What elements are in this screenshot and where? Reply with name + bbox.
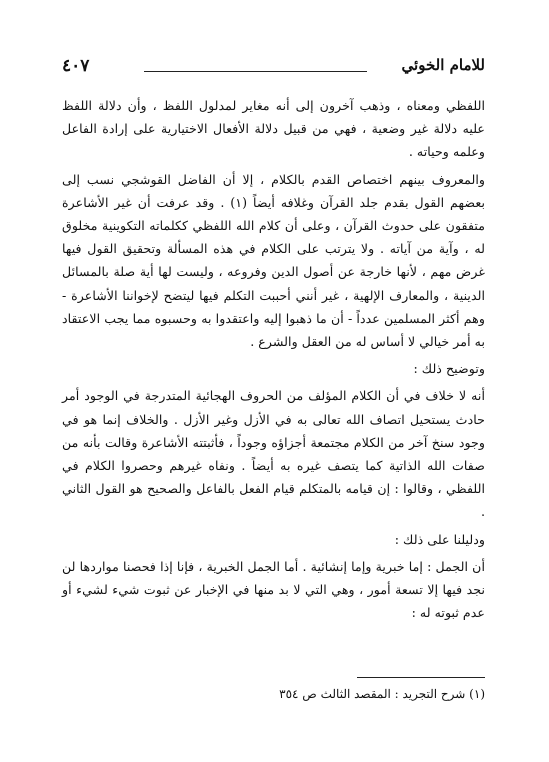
paragraph-1: اللفظي ومعناه ، وذهب آخرون إلى أنه مغاير لمدلول اللفظ ، وأن دلالة اللفظ عليه دلالة غير وضعية ، فهي من قبيل دلالة الأفعال الاختيارية على إرادة الفاعل وعلمه وحياته . [62, 98, 485, 160]
footnote-rule [357, 677, 485, 678]
body-text [62, 94, 485, 628]
paragraph-3: وتوضيح ذلك : [413, 361, 485, 377]
paragraph-2: والمعروف بينهم اختصاص القدم بالكلام ، إلا أن الفاضل القوشجي نسب إلى بعضهم القول بقدم جلد القرآن وغلافه أيضاً (١) . وقد عرفت أن غير الأشاعرة متفقون على حدوث القرآن ، وعلى أن كلام الله اللفظي ككلماته التكوينية مخلوق له ، وآية من آياته . ولا يترتب على الكلام في هذه المسألة وتحقيق القول فيها غرض مهم ، لأنها خارجة عن أصول الدين وفروعه ، وليست لها أية صلة بالمسائل الدينية ، والمعارف الإلهية ، غير أنني أحببت التكلم فيها ليتضح لإخواننا الأشاعرة - وهم أكثر المسلمين عدداً - أن ما ذهبوا إليه واعتقدوا به وحسبوه مما يجب الاعتقاد به أمر خيالي لا أساس له من العقل والشرع . [62, 171, 485, 350]
page-number: ٤٠٧ [62, 56, 90, 76]
footnote: (١) شرح التجريد : المقصد الثالث ص ٣٥٤ [279, 687, 485, 701]
paragraph-4: أنه لا خلاف في أن الكلام المؤلف من الحروف الهجائية المتدرجة في الوجود أمر حادث يستحيل اتصاف الله تعالى به في الأزل وغير الأزل . والخلاف إنما هو في وجود سنخ آخر من الكلام مجتمعة أجزاؤه وجوداً ، فأثبتته الأشاعرة وقالت بأنه من صفات الله الذاتية كما يتصف غيره به أيضاً . ونفاه غيرهم وحصروا الكلام في اللفظي ، وقالوا : إن قيامه بالمتكلم قيام الفعل بالفاعل والصحيح هو القول الثاني . [62, 388, 485, 520]
running-title: للامام الخوئي [401, 56, 485, 74]
page-header [62, 56, 485, 82]
paragraph-6: أن الجمل : إما خبرية وإما إنشائية . أما الجمل الخبرية ، فإنا إذا فحصنا مواردها لن نجد فيها إلا تسعة أمور ، وهي التي لا بد منها في الإخبار عن ثبوت شيء لشيء أو عدم ثبوته له : [62, 558, 485, 621]
header-rule [144, 71, 367, 72]
paragraph-5: ودليلنا على ذلك : [394, 531, 485, 547]
